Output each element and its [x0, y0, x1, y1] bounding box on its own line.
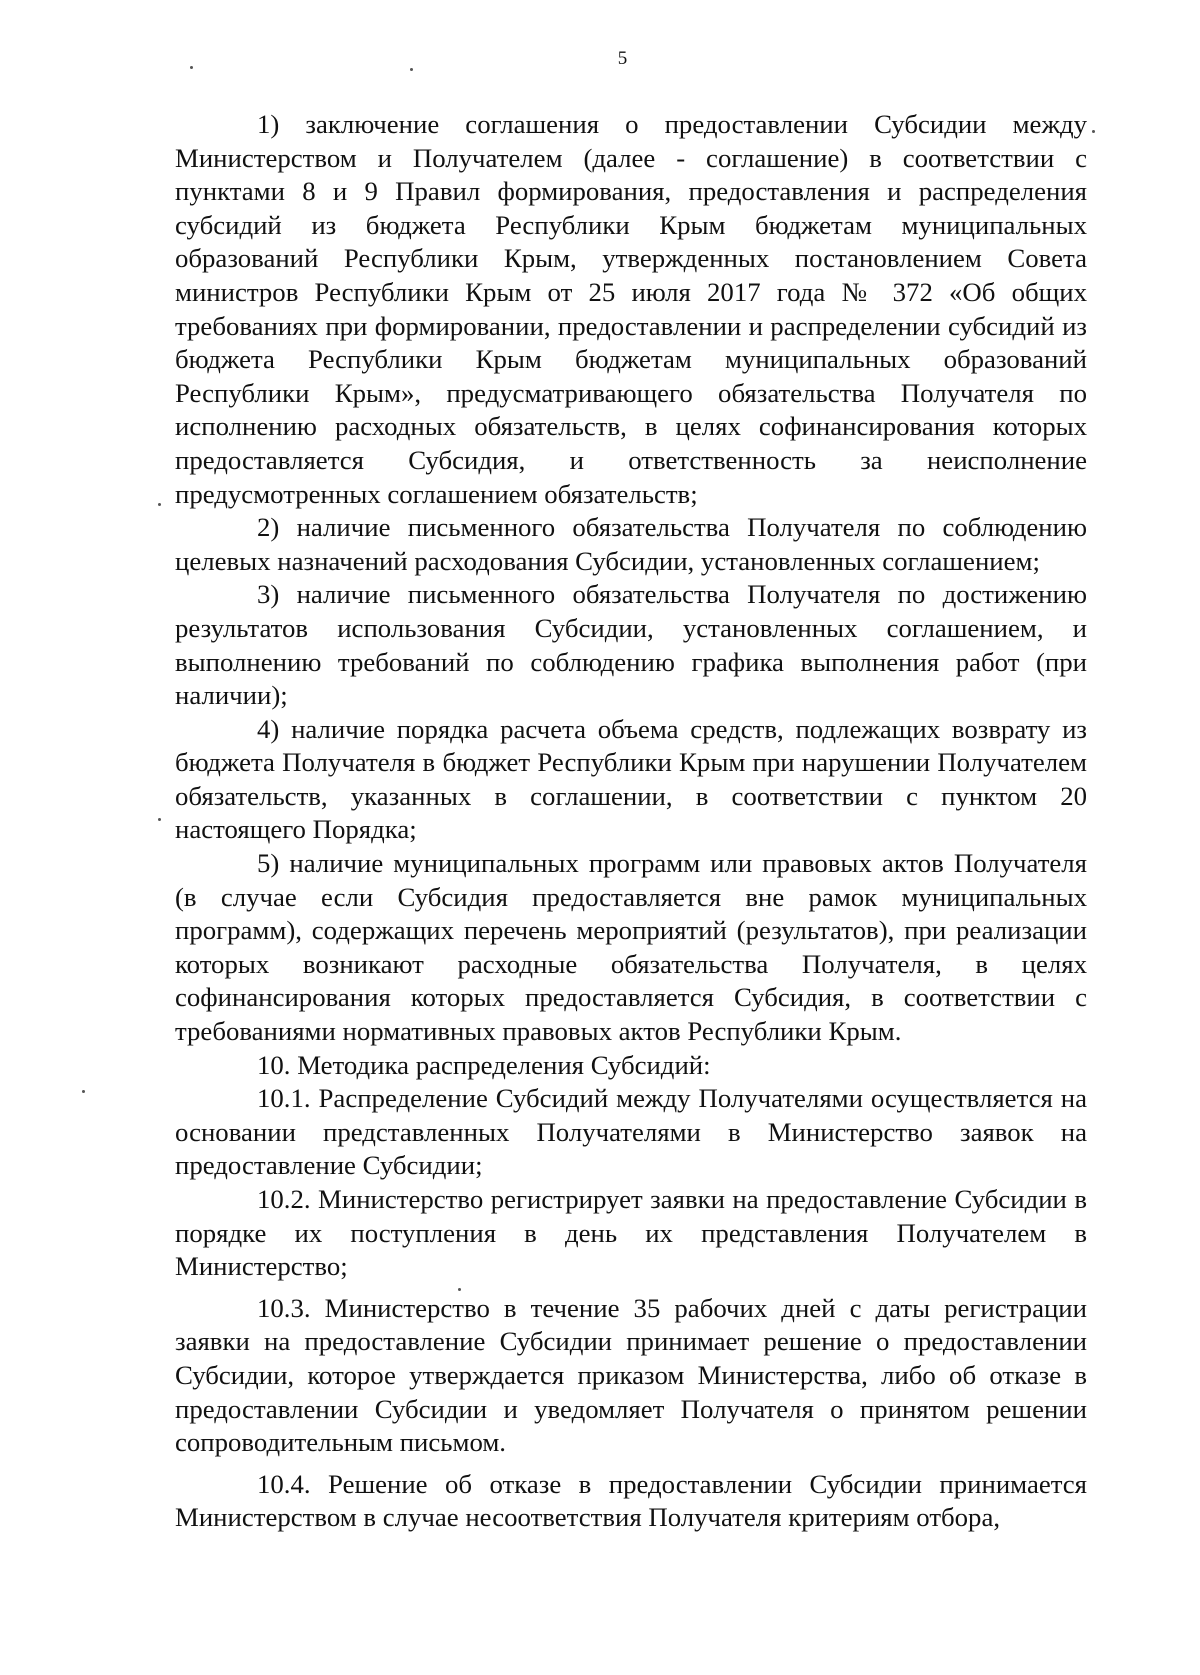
scan-speck — [158, 818, 161, 821]
scan-speck — [1092, 130, 1095, 133]
document-body — [175, 108, 1087, 1535]
paragraph-item-4: 4) наличие порядка расчета объема средств, подлежащих возврату из бюджета Получателя в бюджет Республики Крым при нарушении Получателем обязательств, указанных в соглашении, в соответствии с пунктом 20 настоящего Порядка; — [175, 713, 1087, 845]
paragraph-item-10-3: 10.3. Министерство в течение 35 рабочих дней с даты регистрации заявки на предоставление Субсидии принимает решение о предоставлении Субсидии, которое утверждается приказом Министерства, либо об отказе в предоставлении Субсидии и уведомляет Получателя о принятом решении сопроводительным письмом. — [175, 1292, 1087, 1458]
scan-speck — [158, 503, 161, 506]
paragraph-item-1: 1) заключение соглашения о предоставлении Субсидии между Министерством и Получателем (далее - соглашение) в соответствии с пунктами 8 и 9 Правил формирования, предоставления и распределения субсидий из бюджета Республики Крым бюджетам муниципальных образований Республики Крым, утвержденных постановлением Совета министров Республики Крым от 25 июля 2017 года № 372 «Об общих требованиях при формировании, предоставлении и распределении субсидий из бюджета Республики Крым бюджетам муниципальных образований Республики Крым», предусматривающего обязательства Получателя по исполнению расходных обязательств, в целях софинансирования которых предоставляется Субсидия, и ответственность за неисполнение предусмотренных соглашением обязательств; — [175, 109, 1087, 509]
page-number: 5 — [617, 48, 628, 69]
paragraph-item-10-2: 10.2. Министерство регистрирует заявки на предоставление Субсидии в порядке их поступления в день их представления Получателем в Министерство; — [175, 1184, 1087, 1282]
paragraph-item-10-1: 10.1. Распределение Субсидий между Получателями осуществляется на основании представленных Получателями в Министерство заявок на предоставление Субсидии; — [175, 1083, 1087, 1181]
paragraph-item-10: 10. Методика распределения Субсидий: — [257, 1049, 711, 1080]
scan-speck — [190, 66, 193, 69]
paragraph-item-3: 3) наличие письменного обязательства Получателя по достижению результатов использования Субсидии, установленных соглашением, и выполнению требований по соблюдению графика выполнения работ (при наличии); — [175, 579, 1087, 711]
paragraph-item-5: 5) наличие муниципальных программ или правовых актов Получателя (в случае если Субсидия предоставляется вне рамок муниципальных программ), содержащих перечень мероприятий (результатов), при реализации которых возникают расходные обязательства Получателя, в целях софинансирования которых предоставляется Субсидия, в соответствии с требованиями нормативных правовых актов Республики Крым. — [175, 848, 1087, 1047]
scan-speck — [82, 1090, 85, 1093]
scan-speck — [410, 68, 413, 71]
scan-speck — [458, 1288, 461, 1291]
paragraph-item-2: 2) наличие письменного обязательства Получателя по соблюдению целевых назначений расходования Субсидии, установленных соглашением; — [175, 512, 1087, 576]
paragraph-item-10-4: 10.4. Решение об отказе в предоставлении Субсидии принимается Министерством в случае несоответствия Получателя критериям отбора, — [175, 1468, 1087, 1533]
